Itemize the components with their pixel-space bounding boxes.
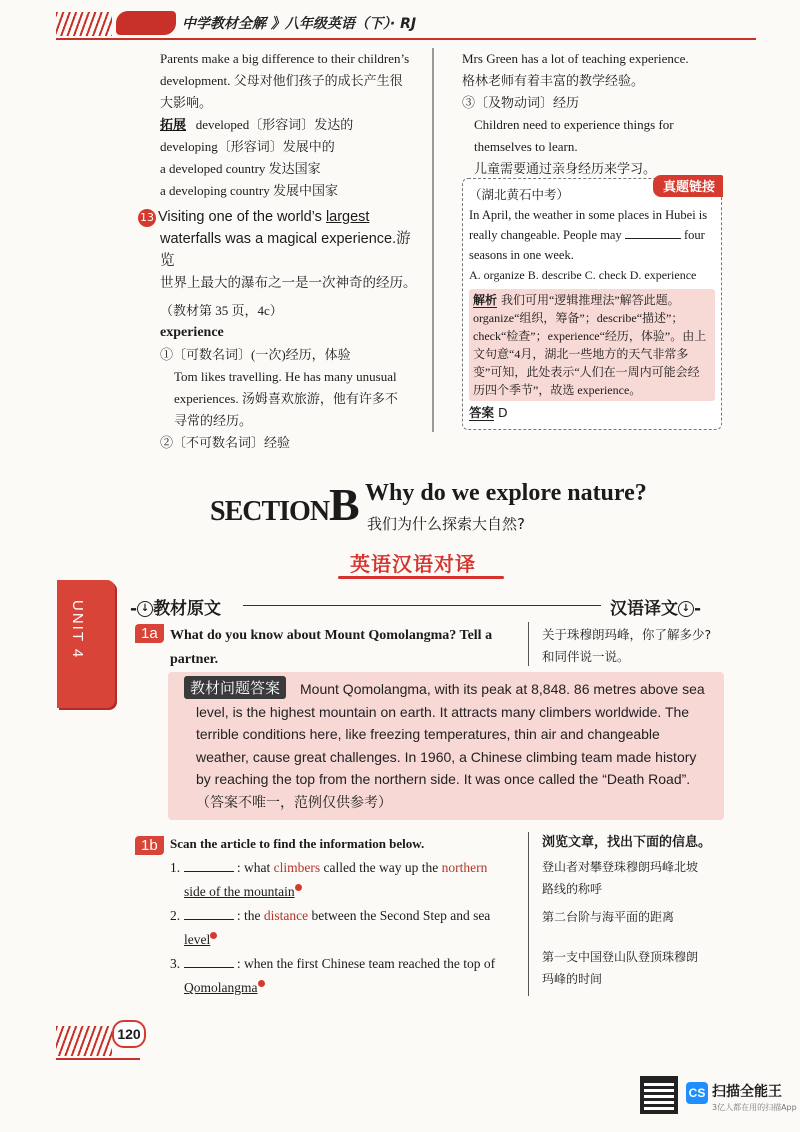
extension-line — [160, 114, 422, 136]
task-1b-items — [170, 832, 520, 1000]
task-1b-translation: 浏览文章，找出下面的信息。 登山者对攀登珠穆朗玛峰北坡 路线的称呼 第二台阶与海平面的距离 第一支中国登山队登顶珠穆朗 玛峰的时间 — [542, 835, 712, 986]
task-1b-item-1-cont: side of the mountain — [170, 880, 520, 904]
task-1b-item-3-cont: Qomolangma — [170, 976, 520, 1000]
sentence-13: 13 Visiting one of the world’s largest — [140, 209, 370, 225]
translation-banner — [338, 548, 508, 578]
sentence-13-translation: 世界上最大的瀑布之一是一次神奇的经历。 — [160, 275, 417, 290]
text-line: 格林老师有着丰富的教学经验。 — [462, 73, 645, 88]
example-line: 寻常的经历。 — [174, 413, 253, 428]
exam-link-box — [462, 178, 722, 430]
section-subtitle: 我们为什么探索大自然? — [367, 515, 525, 533]
answer-blank — [625, 238, 681, 239]
answer-tag: 教材问题答案 — [184, 676, 286, 699]
answer-blank — [184, 967, 234, 968]
translation-heading: 汉语译文 ↓ - — [610, 599, 702, 619]
textbook-reference: （教材第 35 页，4c） — [160, 303, 283, 318]
circle-down-icon: ↓ — [137, 601, 153, 617]
header-title: 中学教材全解 》八年级英语（下）· RJ — [182, 16, 417, 32]
footer-hatch-decoration — [56, 1026, 112, 1056]
right-column — [462, 48, 724, 180]
exam-source: （湖北黄石中考） — [469, 188, 570, 202]
scanner-name: 扫描全能王 — [712, 1084, 782, 1100]
circle-down-icon: ↓ — [678, 601, 694, 617]
text: developed〔形容词〕发达的 — [195, 117, 354, 132]
example-line: experiences. 汤姆喜欢旅游，他有许多不 — [174, 391, 398, 406]
heading-rule — [243, 605, 601, 606]
text-line: developing〔形容词〕发展中的 — [160, 139, 335, 154]
exam-question-line: really changeable. People may four — [469, 228, 705, 242]
qr-code-icon — [640, 1076, 678, 1114]
example-line: 儿童需要通过亲身经历来学习。 — [474, 161, 657, 176]
vocab-word: experience — [160, 325, 224, 340]
example-line: themselves to learn. — [474, 139, 578, 154]
task-1b-label: 1b — [135, 836, 164, 855]
task-1a-translation: 关于珠穆朗玛峰，你了解多少? 和同伴说一说。 — [542, 627, 712, 664]
sentence-13-line2: waterfalls was a magical experience.游览 — [160, 231, 411, 269]
task-1b-instruction: Scan the article to find the information below. — [170, 836, 425, 851]
analysis-text: 我们可用“逻辑推理法”解答此题。organize“组织，筹备”；describe“描述”；check“检查”；experience“经历，体验”。由上文句意“4月，湖北一些地方的天气非常多变”可知，此处表示“人们在一周内可能会经历四个季节”，故选 experience。 — [473, 293, 707, 397]
page-number: 120 — [112, 1020, 146, 1048]
task-1a — [135, 624, 164, 643]
scanner-logo: CS — [686, 1082, 708, 1104]
example-line: Tom likes travelling. He has many unusual — [174, 369, 397, 384]
text-line: Parents make a big difference to their children’s — [160, 51, 410, 66]
text-line: a developed country 发达国家 — [160, 161, 321, 176]
exam-question-line: seasons in one week. — [469, 248, 574, 262]
column-separator — [528, 832, 529, 996]
exam-answer: 答案 D — [469, 405, 508, 420]
exam-options: A. organize B. describe C. check D. experience — [469, 268, 697, 282]
analysis-key: 解析 — [473, 293, 498, 307]
task-1b-item-2: 2. : the distance between the Second Step and sea — [170, 908, 491, 923]
note-marker — [258, 980, 265, 987]
note-marker — [210, 932, 217, 939]
section-letter: B — [329, 479, 360, 530]
task-1a-label: 1a — [135, 624, 164, 643]
meaning-1: ①〔可数名词〕(一次)经历，体验 — [160, 347, 351, 362]
page-header — [56, 8, 756, 38]
meaning-3: ③〔及物动词〕经历 — [462, 95, 580, 110]
task-1b-item-2-cont: level — [170, 928, 520, 952]
left-column — [140, 48, 422, 454]
header-hatch-decoration — [56, 12, 112, 36]
text-line: Mrs Green has a lot of teaching experience. — [462, 51, 689, 66]
exam-content — [469, 185, 715, 423]
textbook-answer-block — [168, 672, 724, 820]
text-line: a developing country 发展中国家 — [160, 183, 338, 198]
answer-text: Mount Qomolangma, with its peak at 8,848. 86 metres above sea level, is the highest mountain on earth. It attracts many climbers worldwide. The terrible conditions here, like freezing temperatures, thin air and changeable weather, cause great challenges. In 1960, a Chinese climbing team made history by reaching the top from the northern side. It was once called the “Death Road”.（答案不唯一，范例仅供参考） — [196, 681, 705, 810]
original-text-heading: - ↓ 教材原文 — [130, 599, 222, 619]
extension-key: 拓展 — [160, 117, 187, 132]
unit-side-tab — [57, 580, 115, 708]
task-1b-item-3: 3. : when the first Chinese team reached the top of — [170, 956, 496, 971]
task-1b-item-1: 1. : what climbers called the way up the northern — [170, 860, 488, 875]
unit-tab-label: UNIT 4 — [69, 600, 86, 660]
answer-blank — [184, 919, 234, 920]
header-rule — [56, 38, 756, 40]
section-heading — [210, 478, 360, 531]
note-marker — [295, 884, 302, 891]
footer-rule — [56, 1058, 140, 1060]
column-divider — [432, 48, 434, 432]
example-line: Children need to experience things for — [474, 117, 674, 132]
section-word: SECTION — [210, 496, 330, 527]
banner-underline — [338, 576, 504, 579]
text-line: 大影响。 — [160, 95, 213, 110]
banner-title: 英语汉语对译 — [350, 552, 476, 576]
exam-question-line: In April, the weather in some places in Hubei is — [469, 208, 708, 222]
task-1b — [135, 836, 164, 855]
column-separator — [528, 622, 529, 666]
exam-link-tag: 真题链接 — [653, 175, 723, 197]
underlined-word: largest — [325, 209, 370, 225]
meaning-2: ②〔不可数名词〕经验 — [160, 435, 291, 450]
analysis-block — [469, 289, 715, 401]
text-line: development. 父母对他们孩子的成长产生很 — [160, 73, 403, 88]
answer-blank — [184, 871, 234, 872]
number-13-badge: 13 — [138, 209, 156, 227]
task-1a-question: What do you know about Mount Qomolangma? Tell a partner. — [170, 628, 493, 667]
scanner-tagline: 3亿人都在用的扫描App — [712, 1103, 797, 1112]
book-logo-icon — [116, 11, 176, 35]
section-title: Why do we explore nature? — [365, 480, 647, 506]
